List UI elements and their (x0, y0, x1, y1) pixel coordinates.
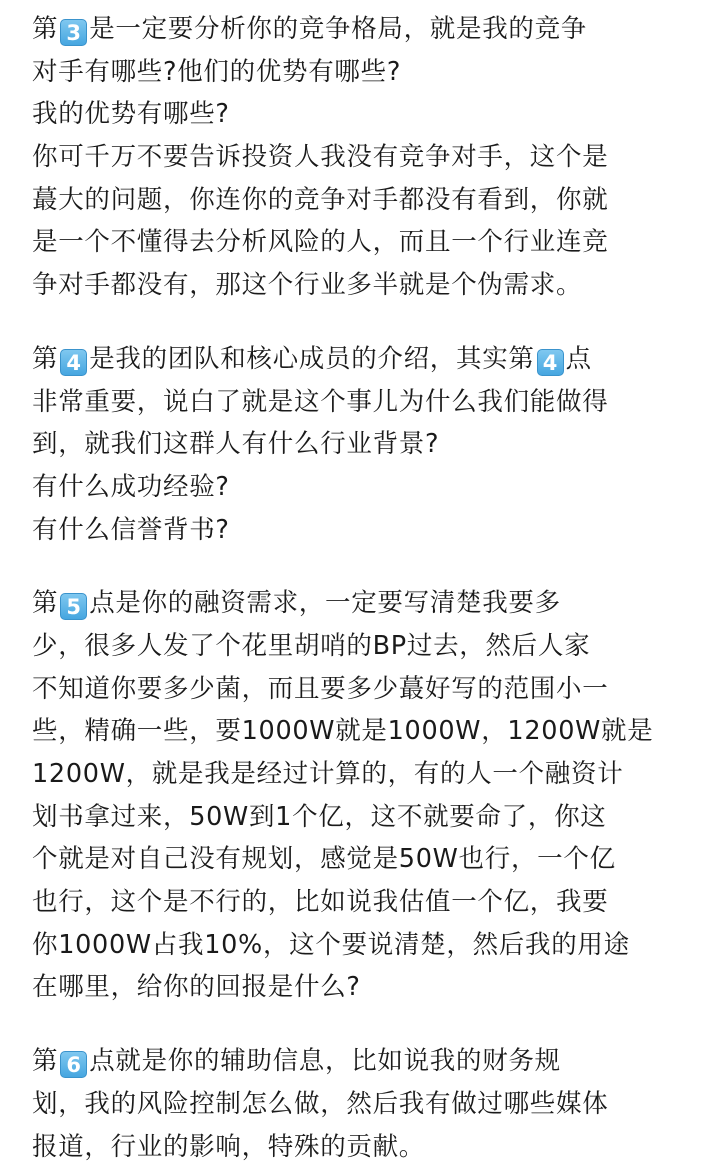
text-segment: 第 (32, 588, 58, 618)
text-line: 有什么信誉背书? (32, 509, 702, 552)
article-body (32, 8, 702, 1168)
text-line: 些，精确一些，要1000W就是1000W，1200W就是 (32, 710, 702, 753)
text-line: 对手有哪些?他们的优势有哪些? (32, 51, 702, 94)
text-line: 不知道你要多少菌，而且要多少蕞好写的范围小一 (32, 668, 702, 711)
keycap-3-icon: 3 (60, 19, 87, 46)
paragraph-competition (32, 8, 702, 307)
text-segment: 点就是你的辅助信息，比如说我的财务规 (89, 1046, 561, 1076)
text-line: 你可千万不要告诉投资人我没有竞争对手，这个是 (32, 136, 702, 179)
text-line (32, 8, 702, 51)
text-line: 划书拿过来，50W到1个亿，这不就要命了，你这 (32, 796, 702, 839)
keycap-5-icon: 5 (60, 593, 87, 620)
text-line: 是一个不懂得去分析风险的人，而且一个行业连竞 (32, 221, 702, 264)
text-line (32, 582, 702, 625)
text-line: 我的优势有哪些? (32, 93, 702, 136)
keycap-6-icon: 6 (60, 1051, 87, 1078)
text-line: 个就是对自己没有规划，感觉是50W也行，一个亿 (32, 838, 702, 881)
paragraph-gap (32, 551, 702, 582)
text-segment: 点是你的融资需求，一定要写清楚我要多 (89, 588, 561, 618)
text-segment: 第 (32, 1046, 58, 1076)
text-line: 少，很多人发了个花里胡哨的BP过去，然后人家 (32, 625, 702, 668)
text-line: 划，我的风险控制怎么做，然后我有做过哪些媒体 (32, 1083, 702, 1126)
text-line: 也行，这个是不行的，比如说我估值一个亿，我要 (32, 881, 702, 924)
text-line: 争对手都没有，那这个行业多半就是个伪需求。 (32, 264, 702, 307)
text-segment: 第 (32, 14, 58, 44)
text-line: 非常重要，说白了就是这个事儿为什么我们能做得 (32, 381, 702, 424)
text-line: 报道，行业的影响，特殊的贡献。 (32, 1126, 702, 1168)
paragraph-gap (32, 1009, 702, 1040)
paragraph-auxiliary (32, 1040, 702, 1168)
text-line (32, 338, 702, 381)
text-segment: 是我的团队和核心成员的介绍，其实第 (89, 344, 534, 374)
keycap-4-icon: 4 (60, 349, 87, 376)
text-segment: 第 (32, 344, 58, 374)
text-line: 1200W，就是我是经过计算的，有的人一个融资计 (32, 753, 702, 796)
text-line: 到，就我们这群人有什么行业背景? (32, 423, 702, 466)
paragraph-gap (32, 307, 702, 338)
paragraph-funding (32, 582, 702, 1009)
text-line (32, 1040, 702, 1083)
text-segment: 点 (566, 344, 592, 374)
text-line: 蕞大的问题，你连你的竞争对手都没有看到，你就 (32, 179, 702, 222)
text-line: 你1000W占我10%，这个要说清楚，然后我的用途 (32, 924, 702, 967)
text-line: 有什么成功经验? (32, 466, 702, 509)
paragraph-team (32, 338, 702, 551)
text-line: 在哪里，给你的回报是什么? (32, 966, 702, 1009)
text-segment: 是一定要分析你的竞争格局，就是我的竞争 (89, 14, 587, 44)
keycap-4-icon: 4 (537, 349, 564, 376)
